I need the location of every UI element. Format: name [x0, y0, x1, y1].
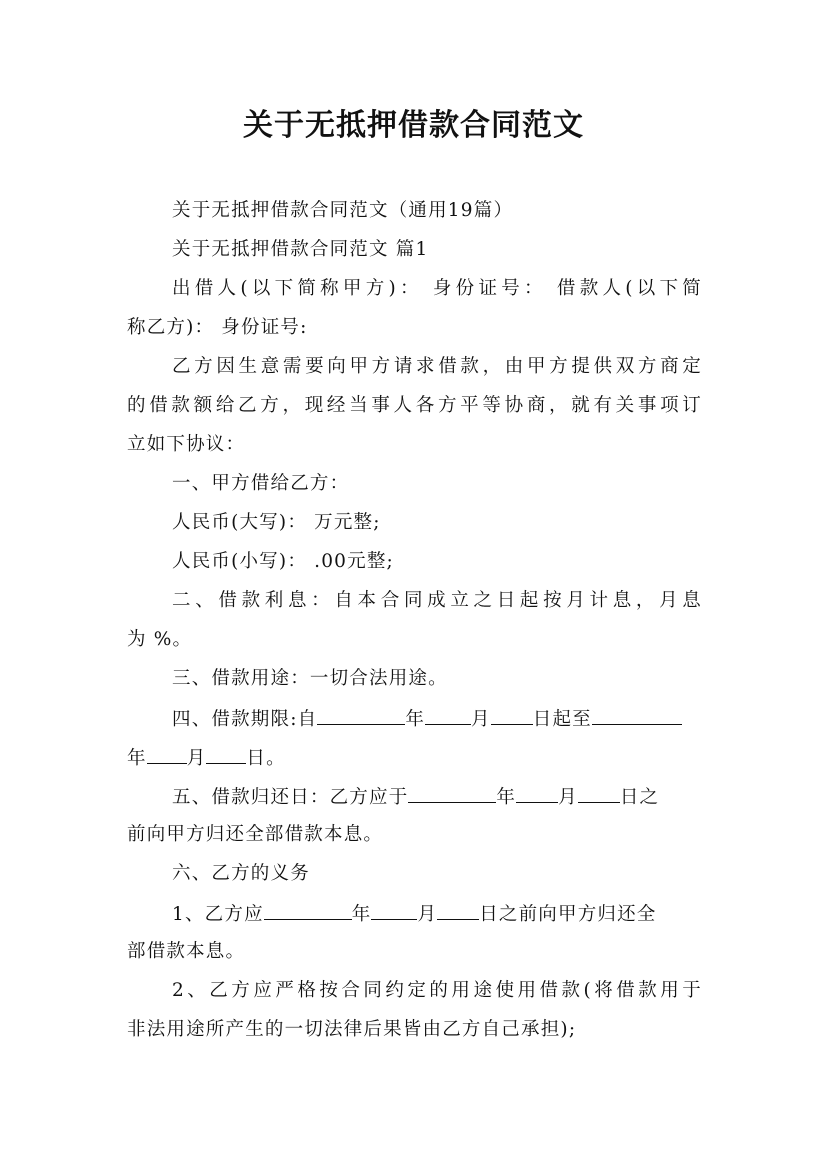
duty-line: [172, 901, 702, 927]
day-label: 日起至: [532, 709, 592, 730]
blank-field[interactable]: [425, 706, 471, 725]
term-label: 四、借款期限:自: [172, 709, 318, 730]
repay-line: [172, 784, 702, 810]
paragraph-line: 前向甲方归还全部借款本息。: [127, 824, 384, 845]
blank-field[interactable]: [408, 784, 496, 803]
section-heading: 关于无抵押借款合同范文 篇1: [172, 239, 429, 260]
paragraph-line: 乙方因生意需要向甲方请求借款，由甲方提供双方商定: [172, 356, 702, 377]
duty-end: 日之前向甲方归还全: [479, 904, 657, 925]
paragraph-line: 为 %。: [127, 629, 193, 650]
month-label: 月: [417, 904, 438, 925]
blank-field[interactable]: [206, 745, 246, 764]
clause-heading: 一、甲方借给乙方：: [172, 473, 350, 494]
month-label: 月: [471, 709, 491, 730]
paragraph-line: 2、乙方应严格按合同约定的用途使用借款(将借款用于: [172, 980, 702, 1001]
blank-field[interactable]: [491, 706, 533, 725]
year-label: 年: [405, 709, 426, 730]
paragraph-line: 三、借款用途：一切合法用途。: [172, 668, 448, 689]
blank-field[interactable]: [516, 784, 558, 803]
blank-field[interactable]: [317, 706, 405, 725]
year-label: 年: [351, 904, 372, 925]
paragraph-line: 人民币(大写)： 万元整;: [172, 512, 381, 533]
blank-field[interactable]: [437, 901, 479, 920]
clause-heading: 六、乙方的义务: [172, 863, 310, 884]
duty-label: 1、乙方应: [172, 904, 264, 925]
month-label: 月: [186, 748, 207, 769]
blank-field[interactable]: [592, 706, 682, 725]
paragraph-line: 二、借款利息：自本合同成立之日起按月计息，月息: [172, 590, 702, 611]
month-label: 月: [558, 787, 578, 808]
paragraph-line: 部借款本息。: [127, 941, 246, 962]
paragraph-line: 出借人(以下简称甲方)： 身份证号： 借款人(以下简: [172, 278, 702, 299]
repay-label: 五、借款归还日：乙方应于: [172, 787, 409, 808]
year-label: 年: [496, 787, 517, 808]
paragraph-line: 的借款额给乙方，现经当事人各方平等协商，就有关事项订: [127, 395, 702, 416]
blank-field[interactable]: [578, 784, 620, 803]
paragraph-line: 立如下协议：: [127, 434, 246, 455]
subtitle-line: 关于无抵押借款合同范文（通用19篇）: [172, 200, 514, 221]
day-label: 日。: [246, 748, 286, 769]
term-line-cont: [127, 745, 702, 771]
blank-field[interactable]: [147, 745, 187, 764]
document-title: 关于无抵押借款合同范文: [243, 108, 584, 143]
blank-field[interactable]: [264, 901, 352, 920]
paragraph-line: 人民币(小写)： .00元整;: [172, 551, 394, 572]
day-label: 日之: [619, 787, 660, 808]
term-line: [172, 706, 702, 732]
blank-field[interactable]: [371, 901, 417, 920]
paragraph-line: 称乙方)： 身份证号:: [127, 317, 308, 338]
paragraph-line: 非法用途所产生的一切法律后果皆由乙方自己承担);: [127, 1019, 577, 1040]
year-label: 年: [127, 748, 147, 769]
